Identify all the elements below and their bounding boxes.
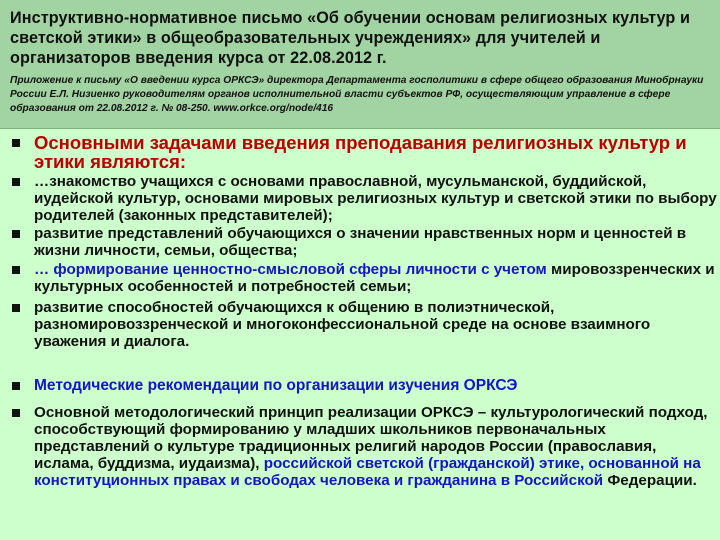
subtitle: Приложение к письму «О введении курса ОРКСЭ» директора Департамента госполитики в сфере общего образования Минобрнауки России Е.Л. Низиенко руководителям органов исполнительной власти субъектов РФ, осуществляющим управление в сфере образования от 22.08.2012 г. № 08-250. www.orkce.org/node/416	[10, 75, 704, 114]
list-item-text: развитие способностей обучающихся к общению в полиэтнической, разномировоззренческой и многоконфессиональной среде на основе взаимного уважения и диалога.	[34, 299, 651, 350]
bullet-icon	[12, 409, 20, 417]
bullet-icon	[12, 382, 20, 390]
list-item-text	[34, 404, 718, 489]
list-item-text: развитие представлений обучающихся о значении нравственных норм и ценностей в жизни личности, семьи, общества;	[34, 225, 687, 259]
list-item-text-post: Федерации.	[607, 472, 697, 489]
list-item-text: Основными задачами введения преподавания религиозных культур и этики являются:	[34, 132, 687, 172]
bullet-icon	[12, 304, 20, 312]
page-title: Инструктивно-нормативное письмо «Об обучении основам религиозных культур и светской этики» в общеобразовательных учреждениях» для учителей и организаторов введения курса от 22.08.2012 г.	[10, 9, 691, 67]
list-item-text-pre: Основной методологический принцип реализации ОРКСЭ – культурологический подход, способствующий формированию у младших школьников первоначальных представлений о культуре традиционных религий народов России (православия, ислама, буддизма, иудаизма),	[34, 404, 708, 472]
header	[0, 0, 720, 129]
bullet-icon	[12, 178, 20, 186]
list-item-text-highlight: … формирование ценностно-смысловой сферы личности с учетом	[34, 261, 547, 278]
list-item-text-highlight: российской светской (гражданской) этике, основанной на конституционных правах и свободах человека и гражданина в Российской	[34, 455, 701, 489]
bullet-icon	[12, 266, 20, 274]
list-item-text: Методические рекомендации по организации изучения ОРКСЭ	[34, 377, 518, 394]
list-item-text-rest: мировоззренческих и культурных особенностей и потребностей семьи;	[34, 261, 715, 295]
bullet-icon	[12, 230, 20, 238]
list-item-text	[34, 261, 718, 295]
list-item-text: …знакомство учащихся с основами православной, мусульманской, буддийской, иудейской культур, основами мировых религиозных культур и светской этики по выбору родителей (законных представителей);	[34, 173, 717, 224]
bullet-icon	[12, 139, 20, 147]
